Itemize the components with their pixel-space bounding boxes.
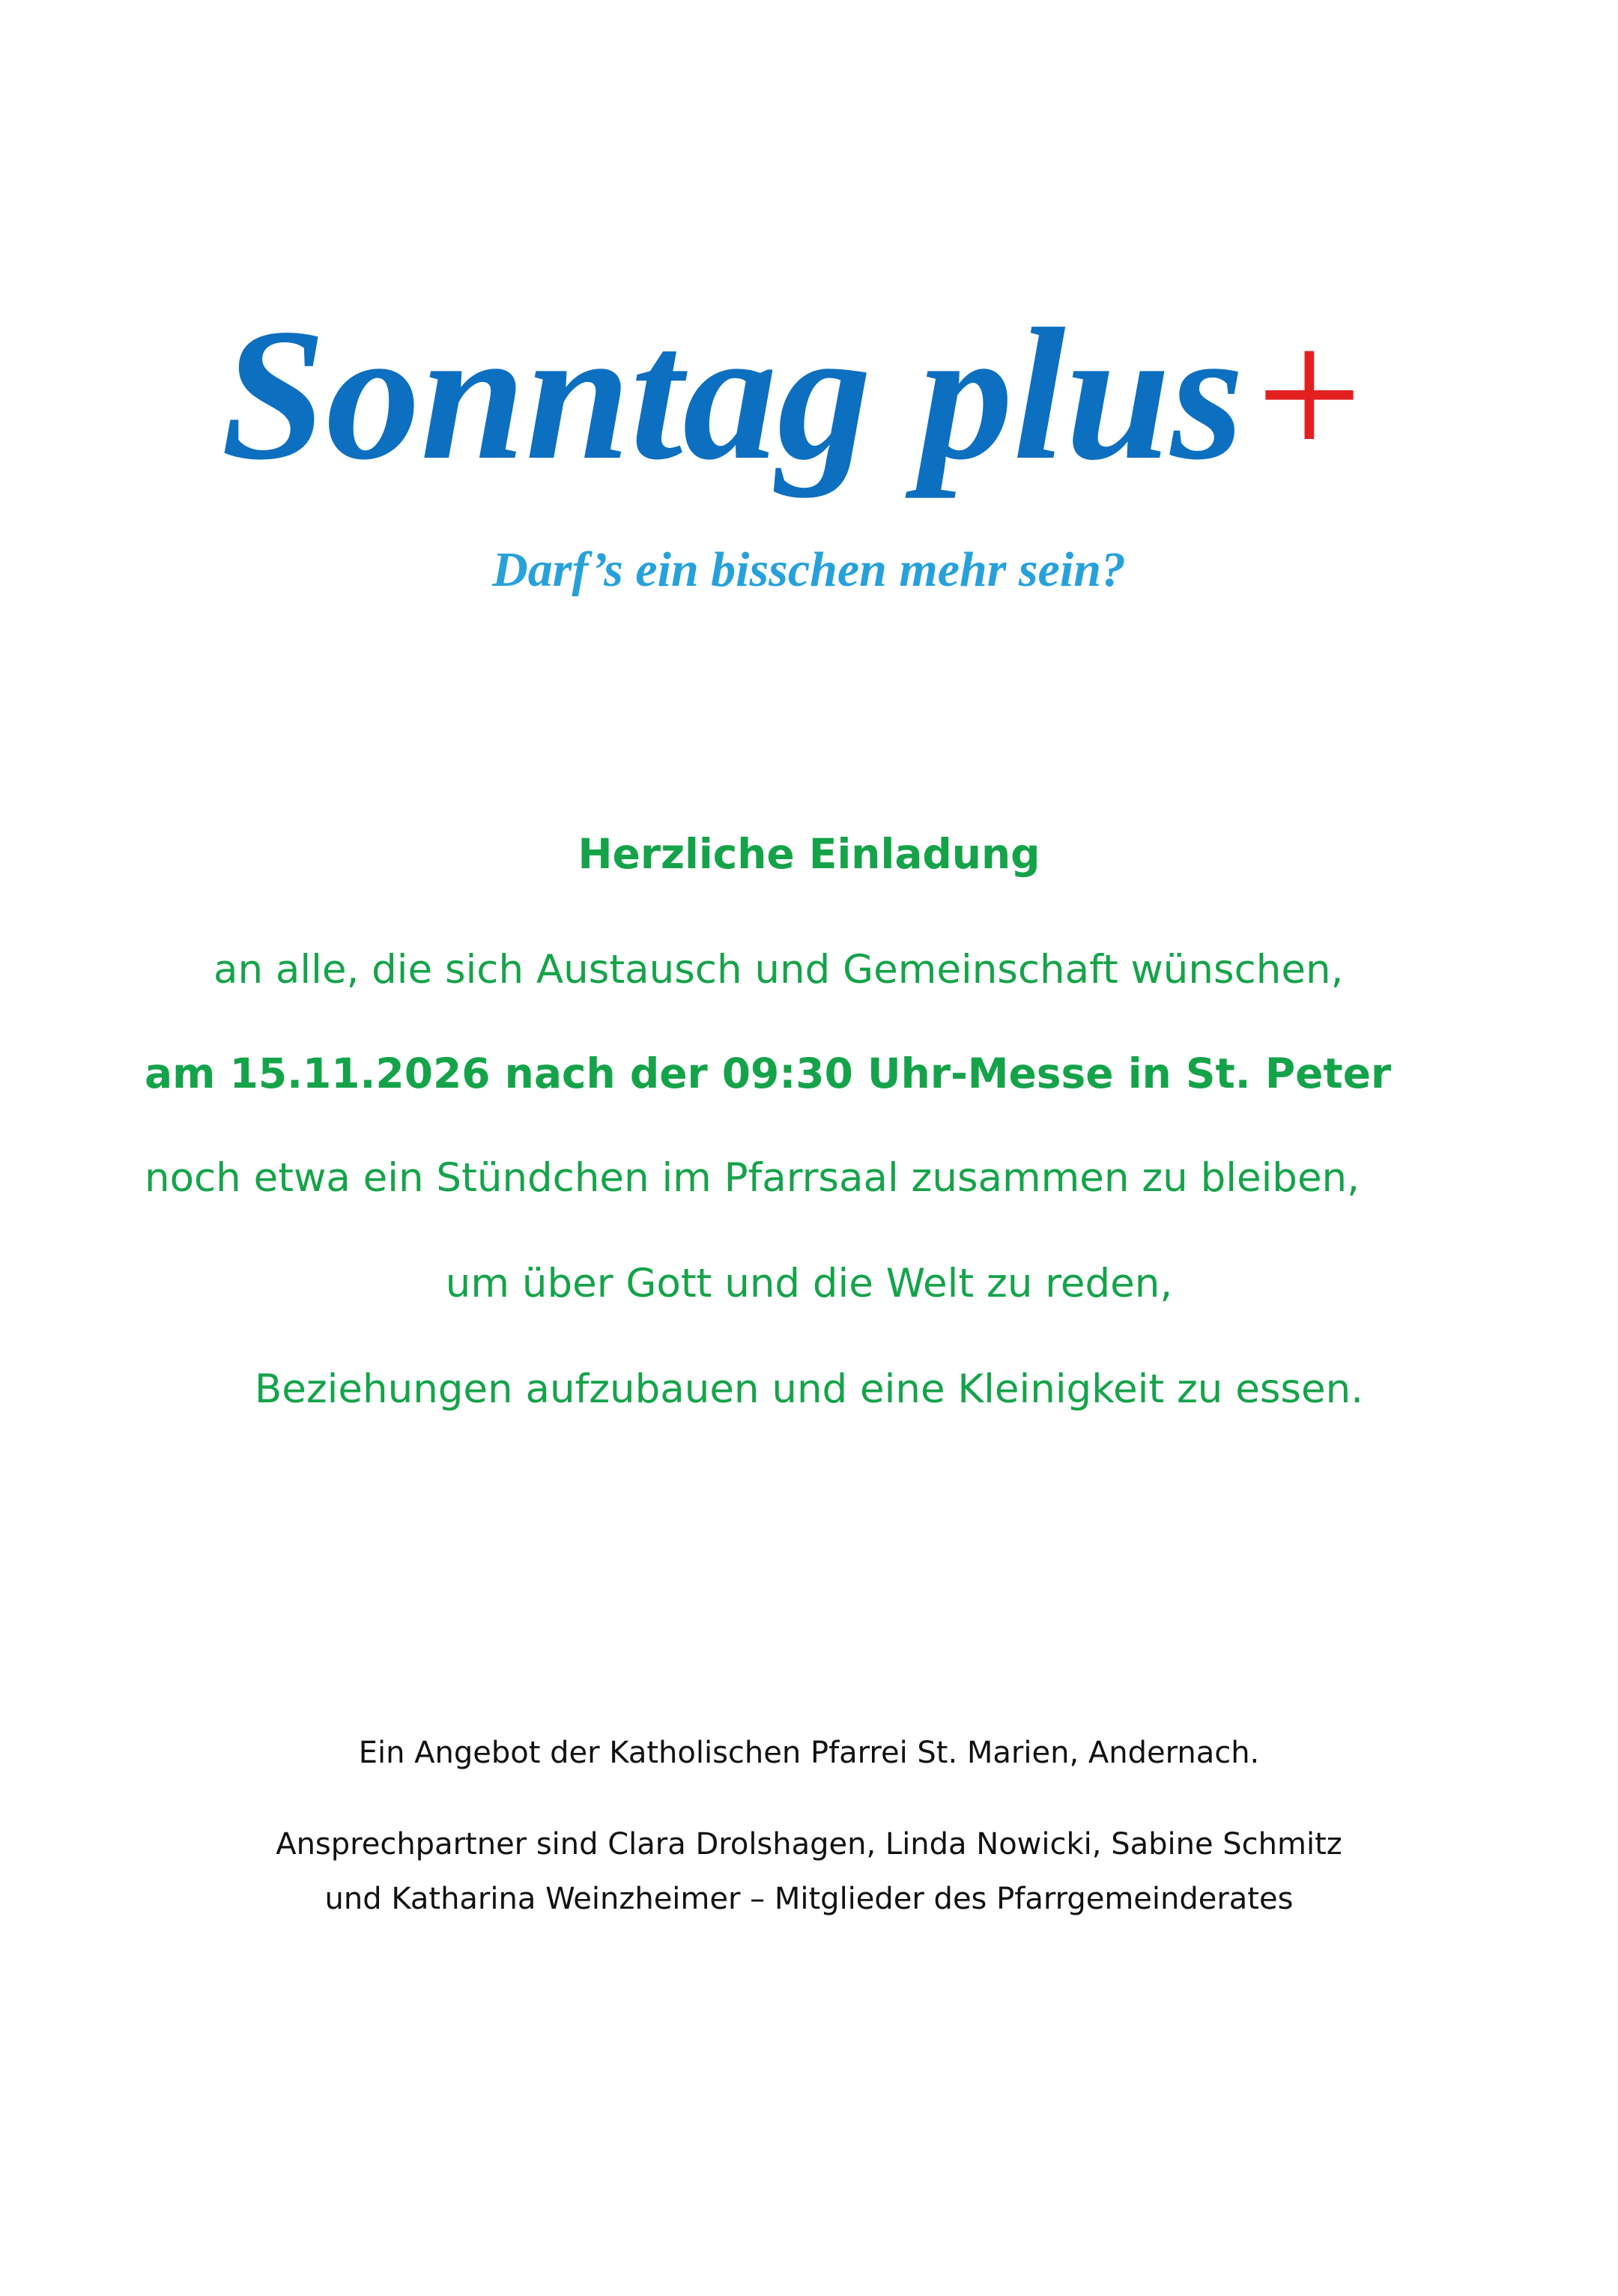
footer-offer: Ein Angebot der Katholischen Pfarrei St. Marien, Andernach. <box>358 1736 1260 1770</box>
title-text: Sonntag plus <box>221 289 1244 499</box>
invitation-line-audience: an alle, die sich Austausch und Gemeinschaft wünschen, <box>213 947 1344 993</box>
page-title <box>221 289 1372 499</box>
invitation-line-activities: Beziehungen aufzubauen und eine Kleinigkeit zu essen. <box>254 1366 1364 1412</box>
plus-sign: + <box>1243 289 1372 499</box>
invitation-line-date: am 15.11.2026 nach der 09:30 Uhr-Messe in St. Peter <box>145 1049 1392 1097</box>
footer-contacts-line2: und Katharina Weinzheimer – Mitglieder des Pfarrgemeinderates <box>324 1882 1294 1916</box>
invitation-heading: Herzliche Einladung <box>578 830 1040 878</box>
footer-contacts-line1: Ansprechpartner sind Clara Drolshagen, Linda Nowicki, Sabine Schmitz <box>276 1827 1342 1862</box>
invitation-line-topic: um über Gott und die Welt zu reden, <box>445 1261 1173 1306</box>
invitation-line-duration: noch etwa ein Stündchen im Pfarrsaal zusammen zu bleiben, <box>145 1155 1360 1201</box>
subtitle: Darf’s ein bisschen mehr sein? <box>492 542 1126 597</box>
